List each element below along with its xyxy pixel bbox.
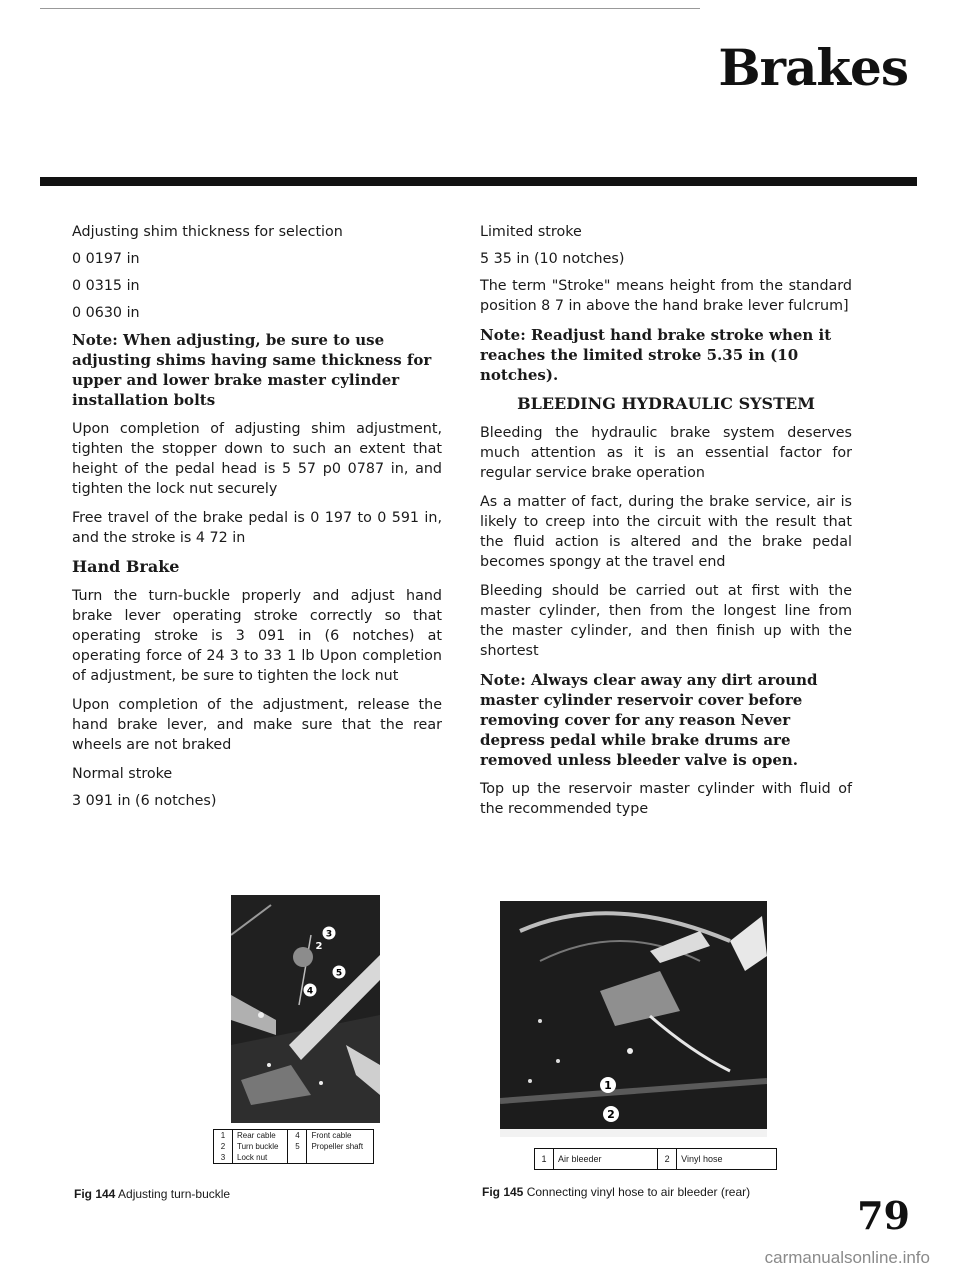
legend-label: [307, 1152, 374, 1164]
fig-145-legend: [534, 1148, 777, 1170]
spec-value: 0 0197 in: [72, 251, 140, 267]
legend-label: Vinyl hose: [677, 1149, 777, 1170]
caption-text: Adjusting turn-buckle: [118, 1187, 231, 1201]
watermark: carmanualsonline.info: [764, 1248, 930, 1267]
paragraph: Free travel of the brake pedal is 0 197 to 0 591 in, and the stroke is 4 72 in: [72, 510, 442, 546]
spec-value: 0 0315 in: [72, 278, 140, 294]
fig-144-legend: [213, 1129, 374, 1164]
fig-144-callout-3: 3: [325, 929, 333, 940]
spec-value: 0 0630 in: [72, 305, 140, 321]
legend-label: Lock nut: [233, 1152, 288, 1164]
legend-label: Rear cable: [233, 1130, 288, 1142]
legend-number: 3: [214, 1152, 233, 1164]
note: Note: Readjust hand brake stroke when it reaches the limited stroke 5.35 in (10 notches).: [480, 326, 832, 384]
section-heading: BLEEDING HYDRAULIC SYSTEM: [517, 394, 815, 413]
paragraph: Top up the reservoir master cylinder with fluid of the recommended type: [480, 781, 852, 817]
paragraph: Turn the turn-buckle properly and adjust hand brake lever operating stroke correctly so that operating stroke is 3 091 in (6 notches) at operating force of 24 3 to 33 1 lb Upon completion of adjustment, be sure to tighten the lock nut: [72, 588, 442, 684]
spec-value: 3 091 in (6 notches): [72, 793, 217, 809]
note: Note: Always clear away any dirt around master cylinder reservoir cover before removing cover for any reason Never depress pedal while brake drums are removed unless bleeder valve is open.: [480, 671, 818, 769]
spec-label: Normal stroke: [72, 766, 173, 782]
fig-145-caption: [482, 1185, 750, 1199]
fig-144-callout-5: 5: [335, 968, 343, 979]
legend-number: [288, 1152, 307, 1164]
paragraph: Upon completion of adjusting shim adjustment, tighten the stopper down to such an extent that height of the pedal head is 5 57 p0 0787 in, and tighten the lock nut securely: [72, 421, 442, 497]
paragraph: Adjusting shim thickness for selection: [72, 224, 343, 240]
spec-value: 5 35 in (10 notches): [480, 251, 625, 267]
left-column: [72, 222, 442, 818]
legend-label: Turn buckle: [233, 1141, 288, 1152]
caption-number: Fig 145: [482, 1185, 524, 1199]
paragraph: As a matter of fact, during the brake service, air is likely to creep into the circuit with the result that the fluid action is altered and the brake pedal becomes spongy at the travel end: [480, 494, 852, 570]
fig-144-callout-2: 2: [315, 941, 323, 952]
top-scan-line: [40, 8, 700, 9]
spec-label: Limited stroke: [480, 224, 582, 240]
legend-number: 1: [214, 1130, 233, 1142]
fig-145-photo: [500, 901, 767, 1137]
page-title: Brakes: [718, 38, 908, 97]
paragraph: Bleeding should be carried out at first with the master cylinder, then from the longest line from the master cylinder, and then finish up with the shortest: [480, 583, 852, 659]
fig-144-callout-4: 4: [306, 986, 314, 997]
paragraph: Upon completion of the adjustment, release the hand brake lever, and make sure that the rear wheels are not braked: [72, 697, 442, 753]
legend-label: Front cable: [307, 1130, 374, 1142]
fig-144-caption: [74, 1187, 230, 1201]
legend-number: 1: [535, 1149, 554, 1170]
note: Note: When adjusting, be sure to use adjusting shims having same thickness for upper and lower brake master cylinder installation bolts: [72, 331, 432, 409]
legend-label: Air bleeder: [554, 1149, 658, 1170]
right-column: [480, 222, 852, 828]
fig-144-illustration: [231, 895, 380, 1123]
caption-text: Connecting vinyl hose to air bleeder (rear): [526, 1185, 751, 1199]
fig-145-callout-1: 1: [604, 1079, 612, 1092]
legend-row: [535, 1149, 777, 1170]
legend-number: 4: [288, 1130, 307, 1142]
fig-145-illustration: [500, 901, 767, 1137]
legend-row: [214, 1141, 374, 1152]
legend-number: 2: [658, 1149, 677, 1170]
legend-label: Propeller shaft: [307, 1141, 374, 1152]
legend-number: 2: [214, 1141, 233, 1152]
paragraph: The term "Stroke" means height from the standard position 8 7 in above the hand brake lever fulcrum]: [480, 278, 852, 314]
fig-145-callout-2: 2: [607, 1108, 615, 1121]
section-heading: Hand Brake: [72, 557, 180, 576]
legend-row: [214, 1130, 374, 1142]
page-number: 79: [857, 1193, 910, 1238]
legend-row: [214, 1152, 374, 1164]
fig-144-photo: [231, 895, 380, 1123]
paragraph: Bleeding the hydraulic brake system deserves much attention as it is an essential factor for regular service brake operation: [480, 425, 852, 481]
legend-number: 5: [288, 1141, 307, 1152]
caption-number: Fig 144: [74, 1187, 116, 1201]
header-rule: [40, 177, 917, 186]
